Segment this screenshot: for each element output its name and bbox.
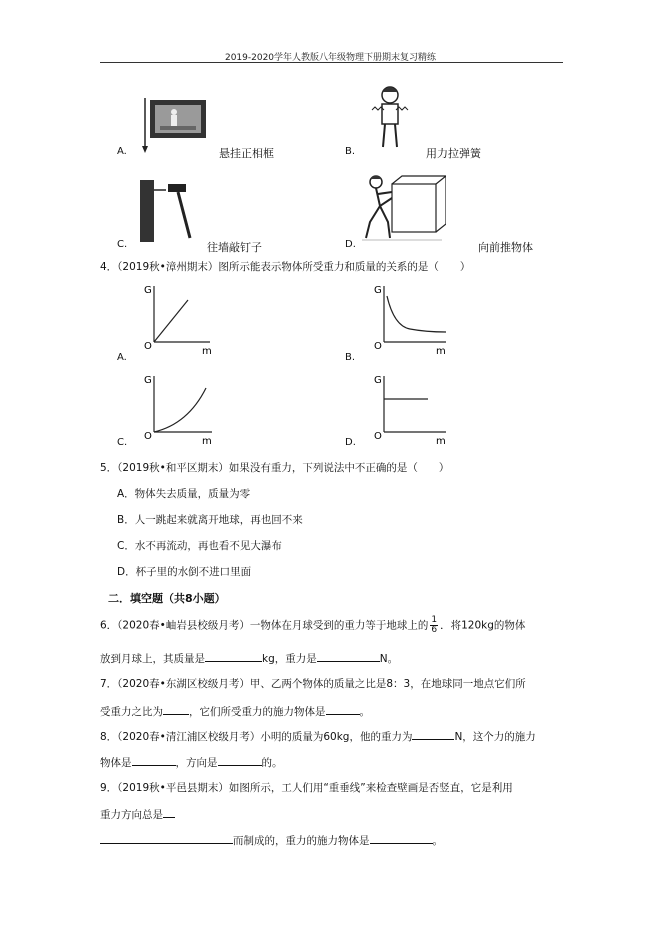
q5-option-a: A．物体失去质量，质量为零 [117,488,251,500]
q6-blank-mass[interactable] [205,650,262,662]
q7-blank-source[interactable] [326,703,360,715]
q7-blank-ratio[interactable] [163,703,189,715]
graph-b [370,282,454,360]
q3-option-d-letter: D. [345,239,356,250]
q6-line1 [100,616,525,635]
graph-a-x-label: m [202,346,212,357]
hammer-wall-illustration [140,180,200,245]
graph-a-y-label: G [144,285,152,296]
q8-blank-direction[interactable] [218,754,262,766]
q9-blank-direction[interactable] [100,832,233,844]
q5-stem: 5．（2019秋•和平区期末）如果没有重力，下列说法中不正确的是（ ） [100,462,450,474]
q3-option-d-caption: 向前推物体 [478,241,533,254]
graph-a [140,282,220,360]
q8-line1: 8．（2020春•清江浦区校级月考）小明的质量为60kg，他的重力为 N，这个力的施力 [100,728,536,744]
graph-a-letter: A. [117,352,127,363]
section-title: 二．填空题（共8小题） [108,592,226,605]
q6-fraction: $\frac{1}{6}$ [431,615,438,635]
q6-text-a: 6．（2020春•岫岩县校级月考）一物体在月球受到的重力等于地球上的 [100,619,429,632]
q3-option-b-letter: B. [345,146,356,157]
graph-d-origin: O [374,431,382,442]
graph-d-letter: D. [345,437,356,448]
q3-option-a-caption: 悬挂正相框 [219,147,274,160]
header-rule [100,62,563,63]
graph-d-x-label: m [436,436,446,447]
q5-option-b: B．人一跳起来就离开地球，再也回不来 [117,514,303,526]
graph-a-origin: O [144,341,152,352]
q6-text-b: ．将120kg的物体 [440,619,526,632]
graph-b-letter: B. [345,352,356,363]
page-header: 2019-2020学年人教版八年级物理下册期末复习精练 [224,53,437,63]
graph-d [370,372,454,450]
graph-b-y-label: G [374,285,382,296]
graph-c-origin: O [144,431,152,442]
q9-line2: 重力方向总是 [100,806,175,822]
q4-stem: 4．（2019秋•漳州期末）图所示能表示物体所受重力和质量的关系的是（ ） [100,261,471,273]
q8-blank-weight[interactable] [412,728,454,740]
graph-c [140,372,220,450]
q9-blank-source[interactable] [370,832,433,844]
q7-line1: 7．（2020春•东湖区校级月考）甲、乙两个物体的质量之比是8：3，在地球同一地点它们所 [100,678,526,690]
spring-pull-illustration [370,85,410,158]
graph-c-y-label: G [144,375,152,386]
q9-line1: 9．（2019秋•平邑县期末）如图所示，工人们用“重垂线”来检查壁画是否竖直，它是利用 [100,782,513,794]
q8-line2: 物体是 ，方向是 的。 [100,754,283,770]
picture-frame-illustration [140,98,208,161]
graph-d-y-label: G [374,375,382,386]
graph-c-x-label: m [202,436,212,447]
q3-option-c-letter: C. [117,239,128,250]
graph-c-letter: C. [117,437,128,448]
q3-option-c-caption: 往墙敲钉子 [207,241,262,254]
q9-blank-direction-start[interactable] [163,806,175,818]
q3-option-a-letter: A. [117,146,127,157]
q6-blank-weight[interactable] [317,650,380,662]
q9-line3: 而制成的，重力的施力物体是 。 [100,832,443,848]
q6-line2: 放到月球上，其质量是 kg，重力是 N。 [100,650,398,666]
q5-option-c: C．水不再流动，再也看不见大瀑布 [117,540,282,552]
q8-blank-source[interactable] [132,754,176,766]
push-box-illustration [362,172,446,247]
graph-b-origin: O [374,341,382,352]
q7-line2: 受重力之比为 ，它们所受重力的施力物体是 。 [100,703,370,719]
q5-option-d: D．杯子里的水倒不进口里面 [117,566,252,578]
graph-b-x-label: m [436,346,446,357]
q3-option-b-caption: 用力拉弹簧 [426,147,481,160]
